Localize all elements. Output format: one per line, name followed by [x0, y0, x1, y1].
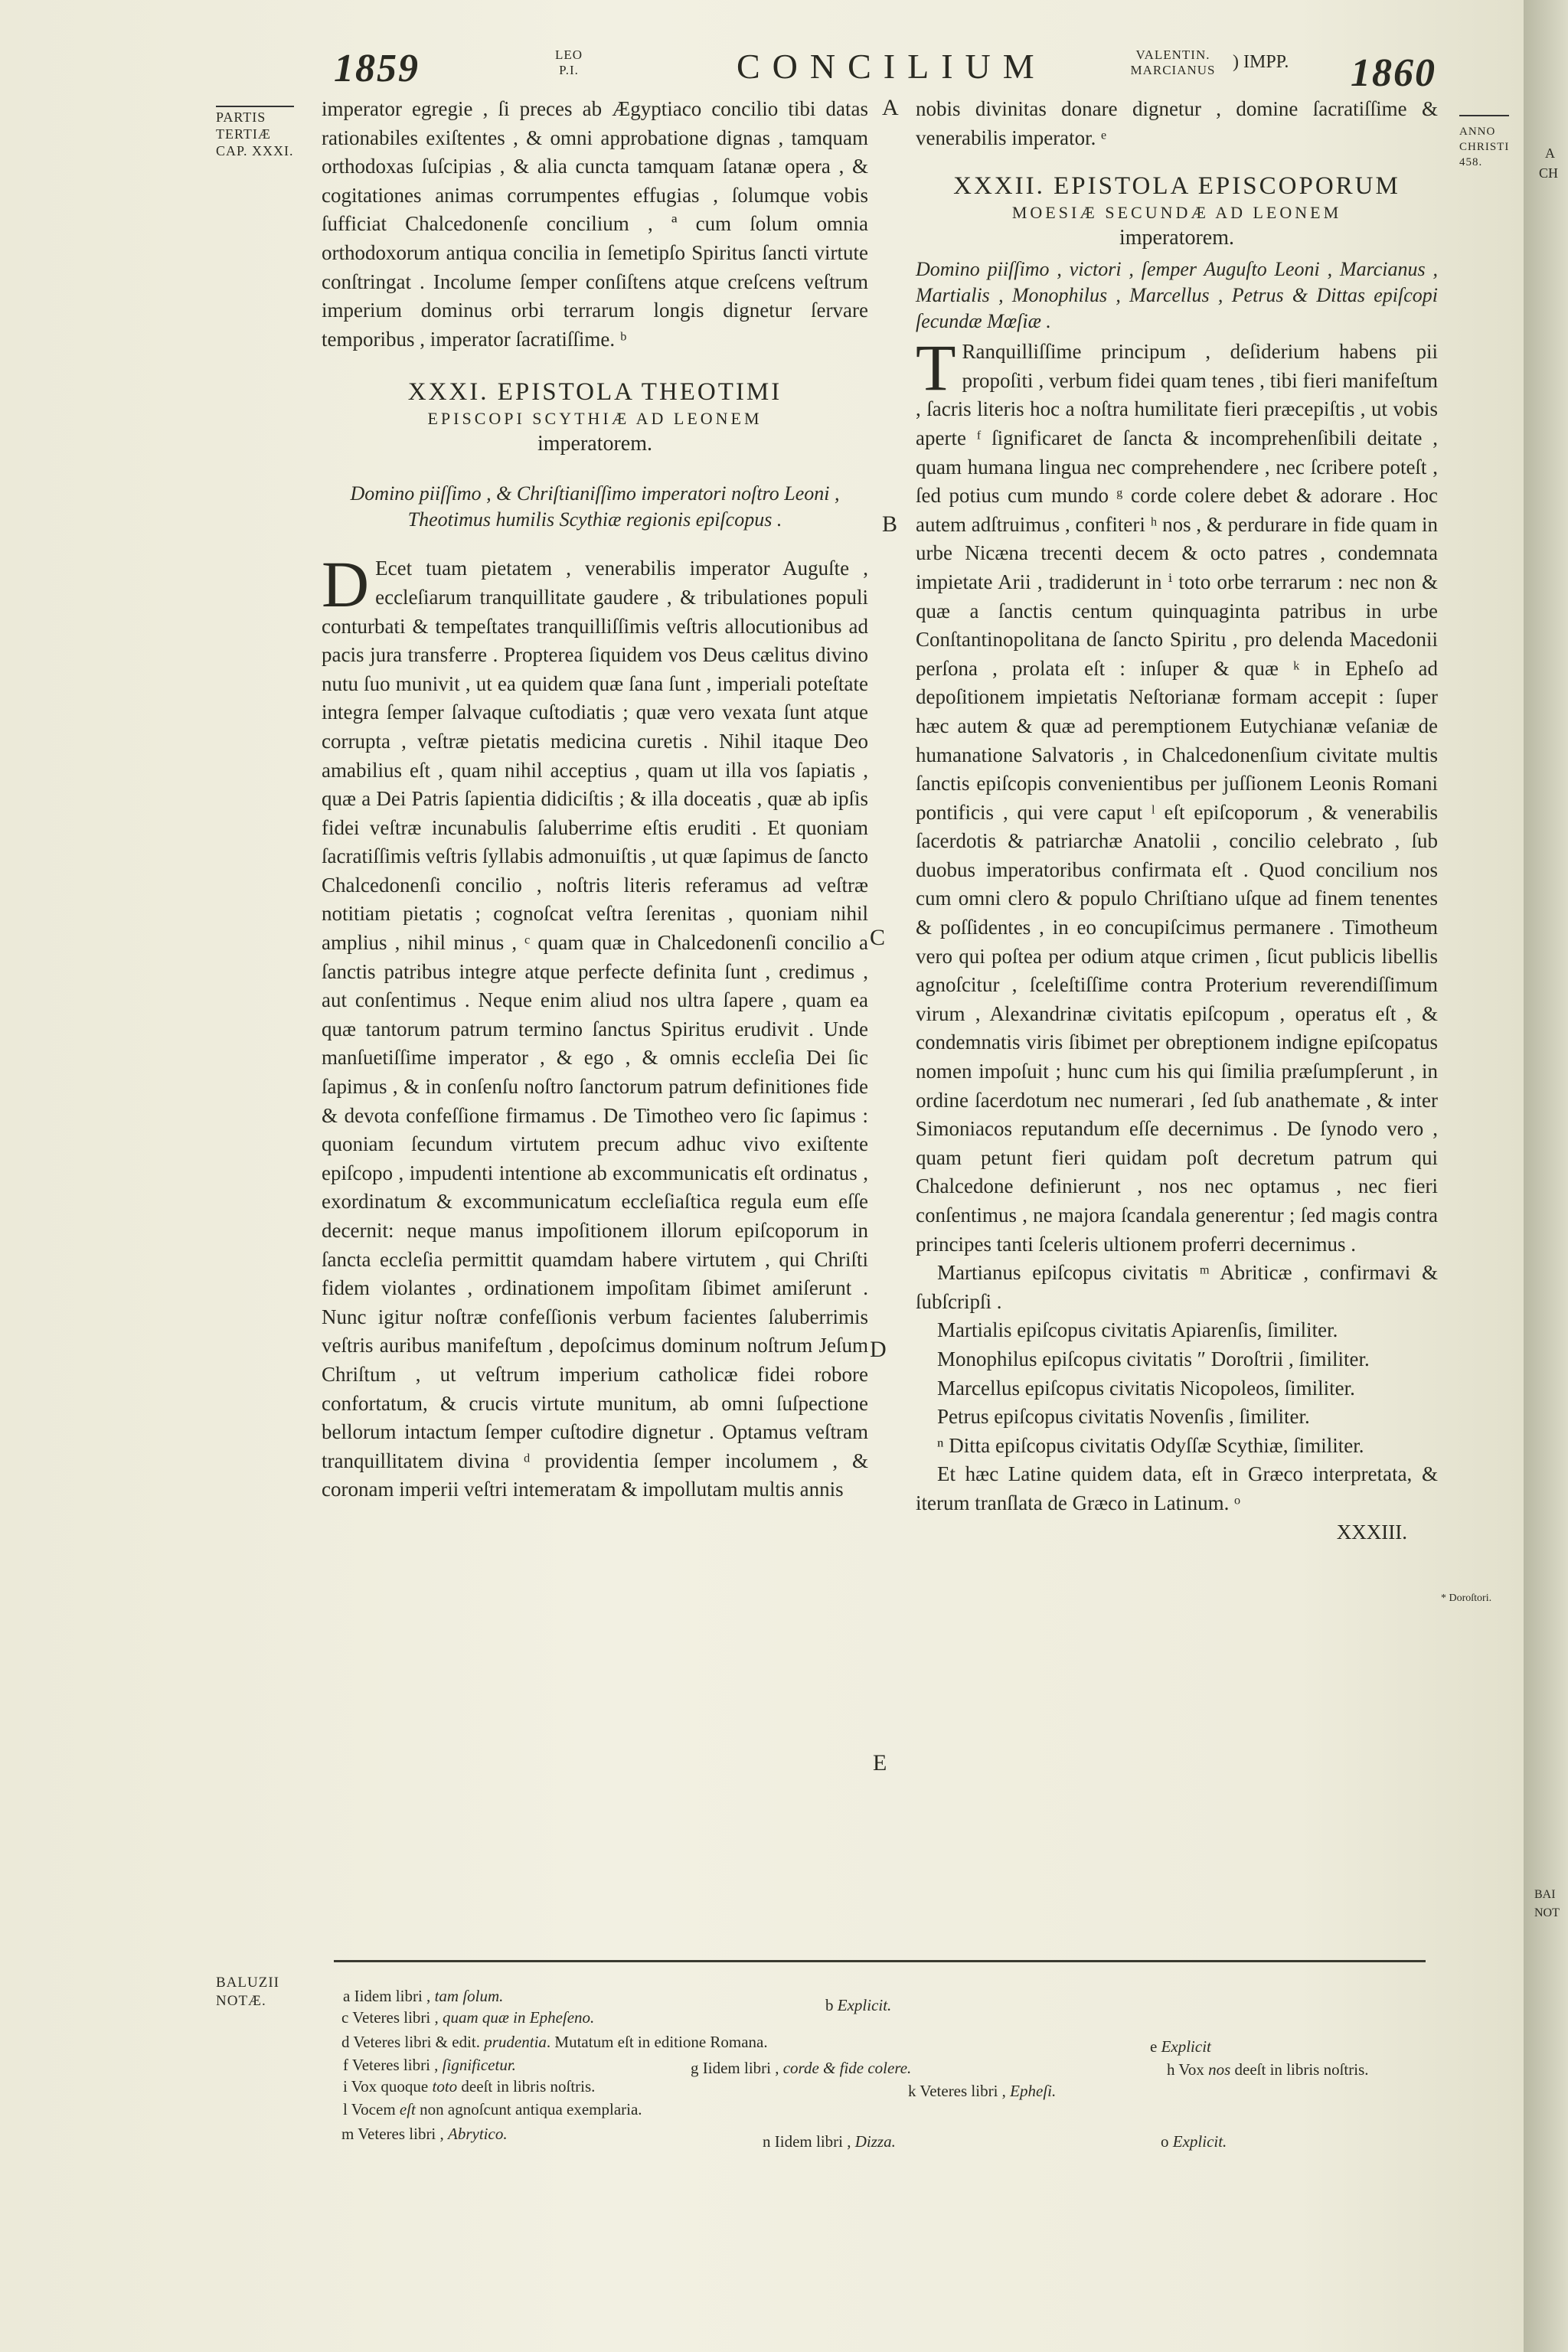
- footnote-g: g Iidem libri , corde & fide colere.: [691, 2059, 912, 2077]
- footnote-o: o Explicit.: [1161, 2132, 1227, 2151]
- epistola-31-subhead2: imperatorem.: [537, 432, 653, 456]
- right-column: [916, 95, 1438, 1547]
- footnote-m: m Veteres libri , Abrytico.: [341, 2125, 508, 2143]
- footnote-i: i Vox quoque toto deeſt in libris noſtris.: [343, 2077, 596, 2096]
- signature-1: Martianus epiſcopus civitatis ᵐ Abriticæ , confirmavi & ſubſcripſi .: [916, 1261, 1438, 1313]
- footnote-rule: [334, 1960, 1426, 1962]
- footnote-h: h Vox nos deeſt in libris noſtris.: [1167, 2060, 1369, 2079]
- epistola-31-address: Domino piiſſimo , & Chriſtianiſſimo imperatori noſtro Leoni , Theotimus humilis Scythiæ regionis epiſcopus .: [350, 482, 840, 531]
- header-right-suffix: ) IMPP.: [1233, 52, 1289, 72]
- section-letter-a: A: [882, 95, 899, 120]
- section-letter-c: C: [870, 925, 886, 950]
- signature-6: ⁿ Ditta epiſcopus civitatis Odyſſæ Scythiæ, ſimiliter.: [937, 1433, 1364, 1457]
- running-title: CONCILIUM: [737, 47, 1047, 86]
- header-right-small: VALENTIN. MARCIANUS: [1130, 47, 1216, 77]
- dropcap-t: T: [916, 331, 956, 405]
- left-intro-text: imperator egregie , ſi preces ab Ægyptiaco concilio tibi datas rationabiles exiſtentes , & omni approbatione dignas , tamquam orthodoxas ſuſcipias , & alia cuncta tamquam ſatanæ opera , & cogitationes animas corrumpentes effugias , ſolumque vobis ſufficiat Chalcedonenſe concilium , ª cum ſolum omnia orthodoxorum antiqua concilia in ſemetipſo Spiritus ſancti virtute conſtringat . Incolume ſemper conſiſtens atque creſcens veſtrum imperium dominus orbi terrarum longis dignetur ſervare temporibus , imperator ſacratiſſime. ᵇ: [322, 97, 868, 351]
- dropcap-d: D: [322, 547, 370, 622]
- footnote-f: f Veteres libri , ſignificetur.: [343, 2056, 516, 2074]
- signature-4: Marcellus epiſcopus civitatis Nicopoleos, ſimiliter.: [937, 1376, 1355, 1400]
- footnote-c: c Veteres libri , quam quæ in Epheſeno.: [341, 2008, 595, 2027]
- footnote-k: k Veteres libri , Epheſi.: [908, 2082, 1057, 2100]
- signature-2: Martialis epiſcopus civitatis Apiarenſis, ſimiliter.: [937, 1318, 1338, 1342]
- epistola-31-heading: XXXI. EPISTOLA THEOTIMI: [407, 378, 782, 407]
- footnote-l: l Vocem eſt non agnoſcunt antiqua exemplaria.: [343, 2100, 642, 2118]
- header-left-small: LEO P.I.: [554, 47, 583, 77]
- closing-note: Et hæc Latine quidem data, eſt in Græco interpretata, & iterum tranſlata de Græco in Latinum. ᵒ: [916, 1462, 1438, 1514]
- right-intro-text: nobis divinitas donare dignetur , domine ſacratiſſime & venerabilis imperator. ᵉ: [916, 97, 1438, 149]
- footnote-b: b Explicit.: [825, 1996, 892, 2014]
- section-letter-e: E: [873, 1750, 887, 1775]
- margin-note-right: ANNO CHRISTI 458.: [1459, 115, 1509, 170]
- epistola-32-subhead2: imperatorem.: [1119, 226, 1235, 250]
- catchword: XXXIII.: [1336, 1520, 1407, 1544]
- footnote-n: n Iidem libri , Dizza.: [763, 2132, 896, 2151]
- footnote-d: d Veteres libri & edit. prudentia. Mutatum eſt in editione Romana.: [341, 2033, 768, 2051]
- epistola-32-heading: XXXII. EPISTOLA EPISCOPORUM: [953, 172, 1400, 201]
- side-variant-note: * Doroſtori.: [1441, 1592, 1492, 1604]
- epistola-31-subhead: EPISCOPI SCYTHIÆ AD LEONEM: [427, 409, 763, 429]
- notes-label: BALUZII NOTÆ.: [216, 1975, 279, 2009]
- epistola-32-body: Ranquilliſſime principum , deſiderium habens pii propoſiti , verbum fidei quam tenes , tibi fieri manifeſtum , ſacris literis hoc a noſtra humilitate fieri præcepiſtis , ut vobis aperte ᶠ ſignificaret de ſancta & incomprehenſibili deitate , quam humana lingua nec comprehendere , nec ſcribere poteſt , ſed potius cum mundo ᵍ corde colere debet & adorare . Hoc autem adſtruimus , confiteri ʰ nos , & perdurare in fide quam in urbe Nicæna trecenti decem & octo patres , condemnata impietate Arii , tradiderunt in ⁱ toto orbe terrarum : nec non & quæ a ſanctis centum quinquaginta patribus in urbe Conſtantinopolitana de ſancto Spiritu , pro delenda Macedonii perſona , prolata eſt : inſuper & quæ ᵏ in Epheſo ad depoſitionem impietatis Neſtorianæ formam accepit : ſuper hæc autem & quæ ad peremptionem Eutychianæ veſaniæ de humanatione Salvatoris , in Chalcedonenſium civitate multis ſanctis epiſcopis convenientibus per juſſionem Leonis Romani pontificis , qui vere caput ˡ eſt epiſcoporum , & venerabilis ſacerdotis & patriarchæ Anatolii , concilio celebrato , ſub duobus imperatoribus confirmata eſt . Quod concilium nos cum omni clero & populo Chriſtiano uſque ad finem tenentes & poſſidentes , in eo concupiſcimus permanere . Timotheum vero qui poſtea per odium atque crimen , ſicut publicis libellis agnoſcitur , ſceleſtiſſime contra Proterium reverendiſſimum virum , Alexandrinæ civitatis epiſcopum , operatus eſt , & condemnatis viris ſibimet per obreptionem indigne epiſcopatus nomen impoſuit ; hunc cum his qui ſimilia præſumpſerunt , in ordine ſacerdotum nec numerari , ſed ſub anathemate , & inter Simoniacos reputandum eſſe decernimus . De ſynodo vero , quam petunt fieri quidam poſt decretum patrum qui Chalcedone definierunt , nos nec optamus , nec fieri conſentimus , ne majora ſcandala generentur ; ſed magis contra principes tanti ſceleris ultionem proferri decernimus .: [916, 340, 1438, 1256]
- page-number-left: 1859: [334, 47, 420, 90]
- footnote-e: e Explicit: [1150, 2037, 1211, 2056]
- margin-note-left: PARTIS TERTIÆ CAP. XXXI.: [216, 106, 294, 159]
- epistola-32-address: Domino piiſſimo , victori , ſemper Auguſto Leoni , Marcianus , Martialis , Monophilus , Marcellus , Petrus & Dittas epiſcopi ſecundæ Mœſiæ .: [916, 258, 1438, 333]
- epistola-32-subhead: MOESIÆ SECUNDÆ AD LEONEM: [1011, 203, 1342, 223]
- footnote-a: a Iidem libri , tam ſolum.: [343, 1987, 504, 2005]
- left-column: [322, 95, 868, 1504]
- next-page-edge: A CH BAI NOT: [1524, 0, 1568, 2352]
- page-number-right: 1860: [1351, 51, 1436, 95]
- signature-3: Monophilus epiſcopus civitatis ″ Doroſtrii , ſimiliter.: [937, 1347, 1370, 1370]
- signature-5: Petrus epiſcopus civitatis Novenſis , ſimiliter.: [937, 1405, 1310, 1429]
- section-letter-d: D: [870, 1337, 887, 1362]
- section-letter-b: B: [882, 511, 898, 537]
- epistola-31-body: Ecet tuam pietatem , venerabilis imperator Auguſte , eccleſiarum tranquillitate gaudere , & tribulationes populi conturbati & tempeſtates tranquilliſſimis veſtris allocutionibus ad pacis jura transferre . Propterea ſiquidem vos Deus cælitus divino nutu ſuo munivit , ut ea quidem quæ ſana ſunt , imperiali poteſtate integra ſemper ſalvaque cuſtodiatis ; quæ vero vexata ſunt atque corrupta , veſtræ pietatis medicina curetis . Nihil itaque Deo amabilius eſt , quam nihil acceptius , quam ut illa vos ſapiatis , quæ a Dei Patris ſapientia didiciſtis ; & illa doceatis , quæ ab ipſis fidei veſtræ incunabulis ſaluberrime eſtis eruditi . Et quoniam ſacratiſſimis veſtris ſyllabis admonuiſtis , ut quæ ſapimus de ſancto Chalcedonenſi concilio , noſtris literis referamus ad veſtræ notitiam pietatis ; cognoſcat veſtra ſerenitas , quoniam nihil amplius , nihil minus , ᶜ quam quæ in Chalcedonenſi concilio a ſanctis patribus integre atque perfecte definita ſunt , credimus , aut conſentimus . Neque enim aliud nos ultra ſapere , quam ea quæ tantorum patrum termino ſanctus Spiritus erudivit . Unde manſuetiſſime imperator , & ego , & omnis eccleſia Dei ſic ſapimus , & in conſenſu noſtro ſanctorum patrum definitiones fide & devota confeſſione firmamus . De Timotheo vero ſic ſapimus : quoniam ſecundum virtutem precum adhuc vivo exiſtente epiſcopo , impudenti intentione ab excommunicatis eſt ordinatus , exordinatum & excommunicatum eccleſiaſtica regula eum eſſe decernit: neque manus impoſitionem illorum epiſcoporum in ſancta eccleſia permittit quamdam habere virtutem , qui Chriſti fidem violantes , ordinationem impoſitam ſibimet amiſerunt . Nunc igitur noſtræ confeſſionis verbum facientes ſaluberrimis veſtris auribus manifeſtum , depoſcimus dominum noſtrum Jeſum Chriſtum , ut veſtrum imperium catholicæ fidei robore confortatum, & crucis virtute munitum, ab omni ſuſpectione bellorum intactum ſemper cuſtodire dignetur . Optamus veſtram tranquillitatem divina ᵈ providentia ſemper incolumem , & coronam imperii veſtri intemeratam & impollutam multis annis: [322, 557, 868, 1501]
